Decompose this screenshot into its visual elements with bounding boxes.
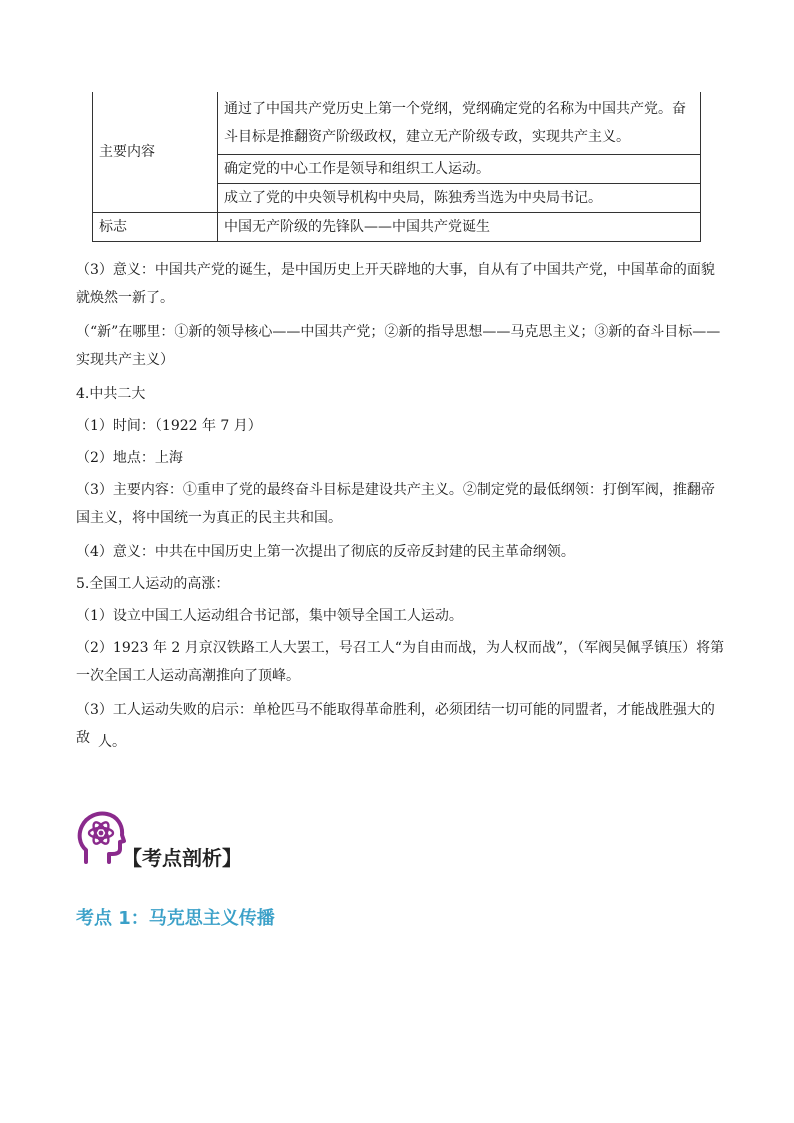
section-title: 【考点剖析】 [122, 846, 242, 870]
heading-labor-movement: 5.全国工人运动的高涨： [76, 576, 230, 592]
labor-item-1: （1）设立中国工人运动组合书记部，集中领导全国工人运动。 [76, 608, 463, 624]
head-brain-icon [76, 810, 126, 868]
sign-label: 标志 [93, 213, 218, 242]
meaning-paragraph: （3）意义：中国共产党的诞生，是中国历史上开天辟地的大事，自从有了中国共产党，中国革命的面貌就焕然一新了。 [76, 262, 715, 306]
table-row [93, 92, 701, 155]
labor-item-3: （3）工人运动失败的启示：单枪匹马不能取得革命胜利，必须团结一切可能的同盟者，才能战胜强大的敌 [76, 702, 715, 746]
labor-item-2: （2）1923 年 2 月京汉铁路工人大罢工，号召工人“为自由而战，为人权而战”，（军阀吴佩孚镇压）将第一次全国工人运动高潮推向了顶峰。 [76, 640, 725, 684]
main-item-2: 确定党的中心工作是领导和组织工人运动。 [218, 155, 701, 184]
main-content-label: 主要内容 [93, 92, 218, 213]
kaodian-title: 考点 1：马克思主义传播 [76, 908, 275, 929]
main-item-3: 成立了党的中央领导机构中央局，陈独秀当选为中央局书记。 [218, 184, 701, 213]
heading-second-congress: 4.中共二大 [76, 386, 146, 402]
significance-line: （4）意义：中共在中国历史上第一次提出了彻底的反帝反封建的民主革命纲领。 [76, 544, 575, 560]
labor-item-3-cont: 人。 [98, 734, 126, 750]
sign-text: 中国无产阶级的先锋队——中国共产党诞生 [218, 213, 701, 242]
table-row [93, 213, 701, 242]
main-content-paragraph: （3）主要内容：①重申了党的最终奋斗目标是建设共产主义。②制定党的最低纲领：打倒军阀，推翻帝国主义，将中国统一为真正的民主共和国。 [76, 482, 715, 526]
time-line: （1）时间：（1922 年 7 月） [76, 418, 262, 434]
main-item-1: 通过了中国共产党历史上第一个党纲，党纲确定党的名称为中国共产党。奋斗目标是推翻资产阶级政权，建立无产阶级专政，实现共产主义。 [218, 92, 701, 155]
summary-table [92, 92, 701, 242]
new-aspects-paragraph: （“新”在哪里：①新的领导核心——中国共产党；②新的指导思想——马克思主义；③新的奋斗目标——实现共产主义） [76, 324, 721, 368]
place-line: （2）地点：上海 [76, 450, 183, 466]
section-header [76, 810, 376, 874]
